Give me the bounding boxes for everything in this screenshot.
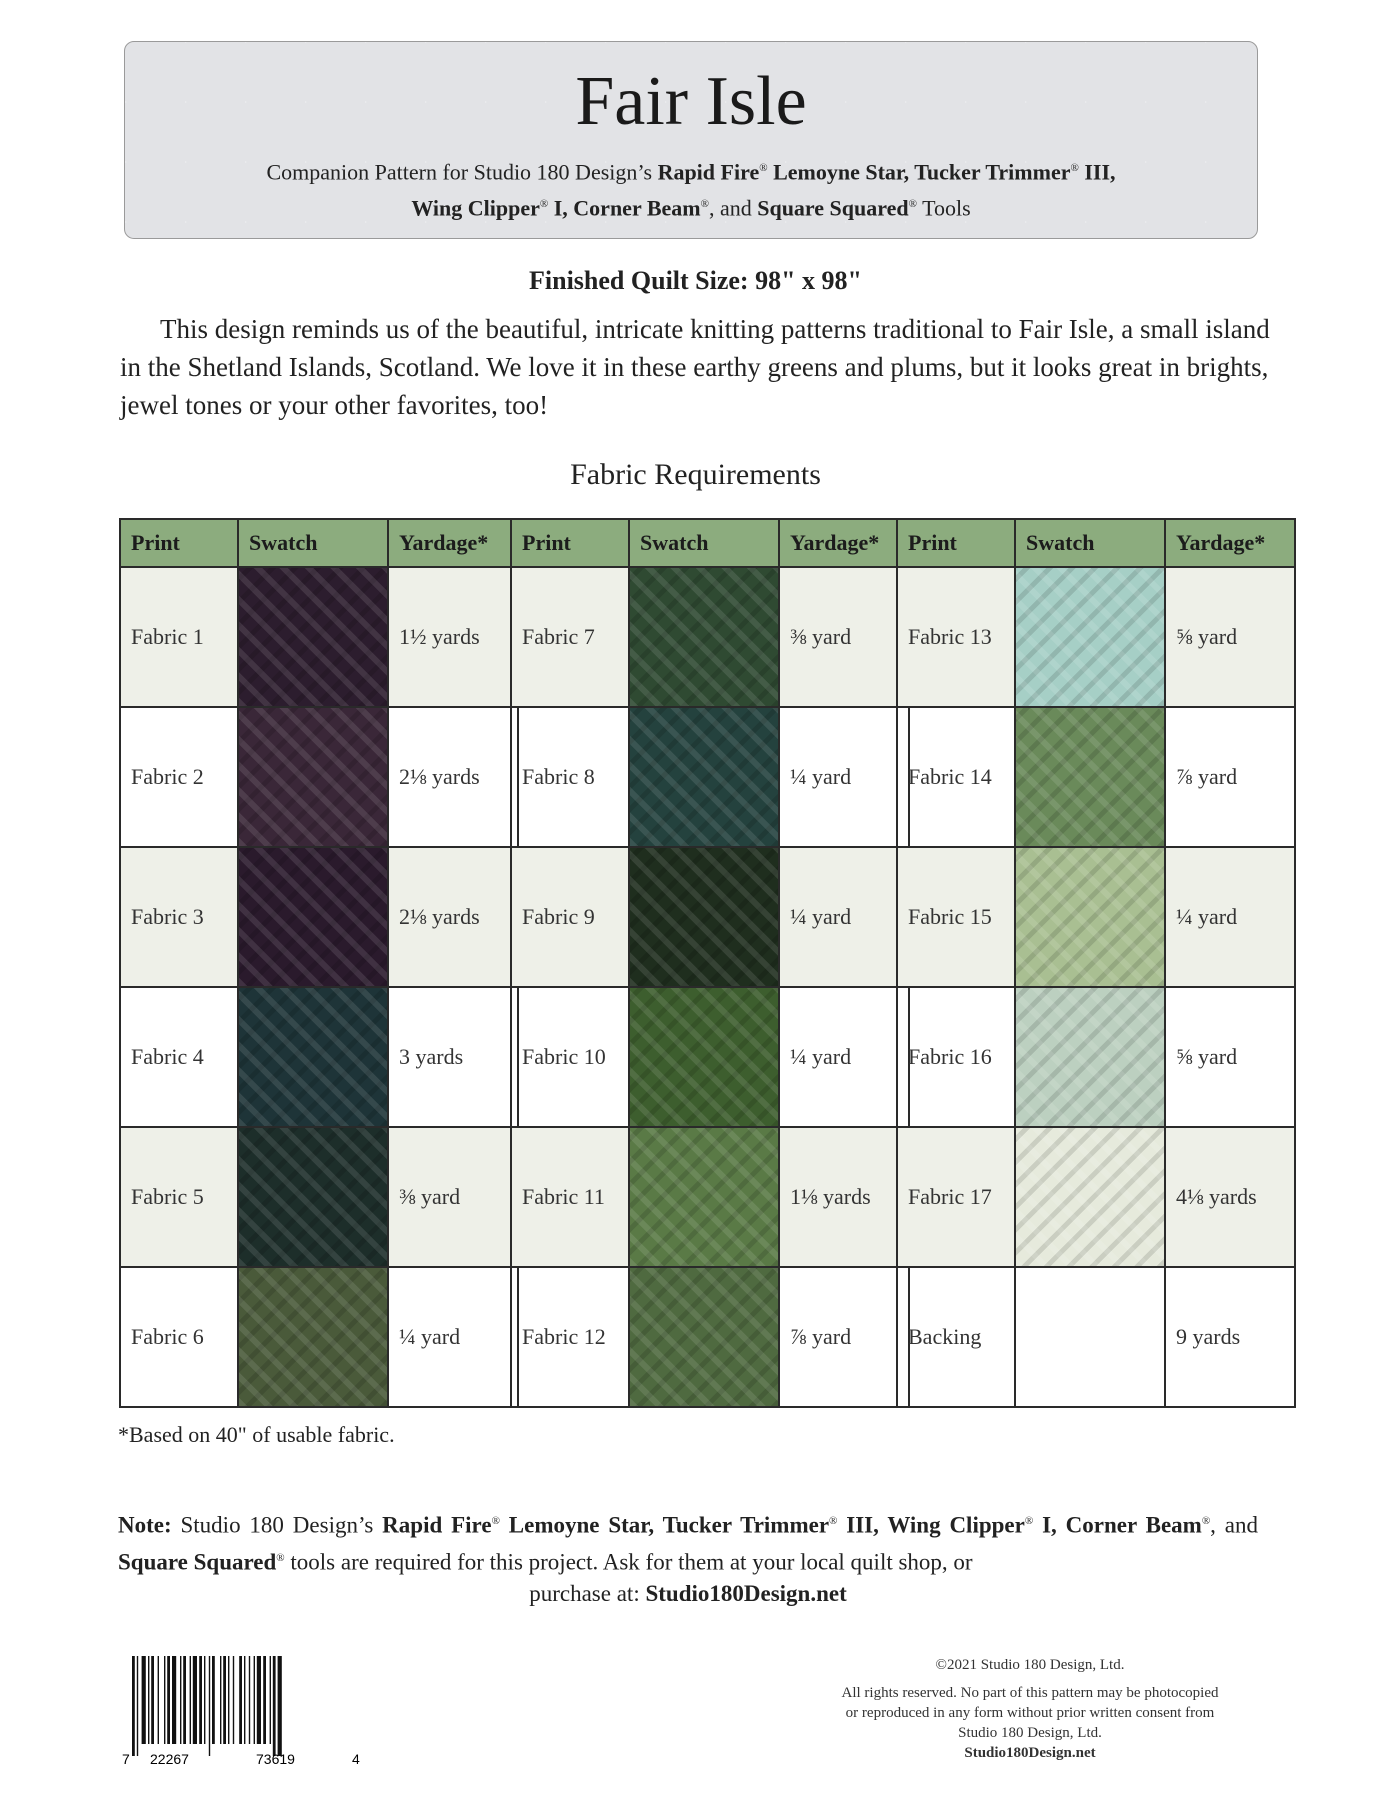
barcode-bar: [148, 1656, 149, 1744]
subtitle-tool: Square Squared: [757, 195, 909, 221]
header-yardage: Yardage*: [388, 519, 518, 567]
copyright-line: All rights reserved. No part of this pattern may be photocopied: [841, 1685, 1219, 1701]
table-row: [897, 707, 1295, 847]
header-print: Print: [511, 519, 629, 567]
table-row: [120, 1267, 518, 1407]
swatch-cell: [629, 1267, 779, 1407]
copyright-line: or reproduced in any form without prior written consent from: [845, 1705, 1215, 1721]
fabric-yardage: 3 yards: [388, 987, 518, 1127]
fabric-yardage: ¼ yard: [388, 1267, 518, 1407]
website-link[interactable]: Studio180Design.net: [645, 1581, 847, 1607]
barcode-bar: [183, 1656, 186, 1744]
swatch-cell: [1015, 987, 1165, 1127]
fabric-yardage: ⅝ yard: [1165, 567, 1295, 707]
fabric-name: Fabric 1: [120, 567, 238, 707]
fabric-name: Fabric 17: [897, 1127, 1015, 1267]
fabric-swatch: [239, 708, 387, 846]
barcode-bar: [273, 1656, 276, 1756]
fabric-name: Fabric 2: [120, 707, 238, 847]
fabric-yardage: ⅞ yard: [779, 1267, 909, 1407]
swatch-cell: [629, 567, 779, 707]
fabric-name: Fabric 5: [120, 1127, 238, 1267]
copyright-website: Studio180Design.net: [964, 1745, 1096, 1761]
barcode-bar: [142, 1656, 146, 1744]
note-tool: Rapid Fire: [382, 1512, 492, 1538]
barcode-bar: [270, 1656, 271, 1744]
note-text: tools are required for this project. Ask for them at your local quilt shop, or: [284, 1549, 973, 1575]
copyright-line: ©2021 Studio 180 Design, Ltd.: [935, 1657, 1125, 1673]
fabric-yardage: ⅜ yard: [779, 567, 909, 707]
subtitle: [125, 152, 1257, 225]
barcode-bar: [263, 1656, 266, 1744]
table-row: [511, 1267, 909, 1407]
note-tool: Lemoyne Star, Tucker Trimmer: [499, 1512, 830, 1538]
copyright-block: [790, 1655, 1270, 1763]
reg-mark: ®: [829, 1515, 838, 1527]
subtitle-text: , and: [708, 195, 758, 221]
swatch-cell: [238, 987, 388, 1127]
note-tool: I, Corner Beam: [1033, 1512, 1202, 1538]
swatch-cell: [238, 1127, 388, 1267]
fabric-name: Fabric 11: [511, 1127, 629, 1267]
swatch-cell: [238, 707, 388, 847]
barcode-bars: [132, 1656, 282, 1756]
barcode-digit-last: 4: [352, 1751, 360, 1766]
swatch-cell: [238, 1267, 388, 1407]
fabric-yardage: ¼ yard: [779, 847, 909, 987]
fabric-yardage: 4⅛ yards: [1165, 1127, 1295, 1267]
barcode-bar: [164, 1656, 165, 1744]
fabric-swatch: [1016, 988, 1164, 1126]
fabric-yardage: 1⅛ yards: [779, 1127, 909, 1267]
footnote: *Based on 40" of usable fabric.: [118, 1422, 395, 1447]
fabric-swatch: [630, 988, 778, 1126]
subtitle-tool: I, Corner Beam: [548, 195, 701, 221]
subtitle-tool: Wing Clipper: [411, 195, 540, 221]
reg-mark: ®: [1070, 162, 1079, 174]
note-tool: III, Wing Clipper: [837, 1512, 1025, 1538]
barcode-bar: [220, 1656, 221, 1744]
swatch-cell: [1015, 567, 1165, 707]
fabric-swatch: [239, 1268, 387, 1406]
header-swatch: Swatch: [238, 519, 388, 567]
table-row: [120, 847, 518, 987]
table-header-row: [511, 519, 909, 567]
header-yardage: Yardage*: [1165, 519, 1295, 567]
subtitle-tool: Lemoyne Star, Tucker Trimmer: [767, 159, 1071, 185]
header-swatch: Swatch: [629, 519, 779, 567]
note-text: purchase at:: [529, 1581, 646, 1607]
fabric-yardage: ⅝ yard: [1165, 987, 1295, 1127]
barcode-digits-right: 73619: [256, 1751, 295, 1766]
fabric-swatch: [1016, 1128, 1164, 1266]
subtitle-text: Tools: [917, 195, 971, 221]
fabric-name: Fabric 10: [511, 987, 629, 1127]
header-print: Print: [897, 519, 1015, 567]
barcode-bar: [151, 1656, 154, 1744]
barcode-bar: [137, 1656, 138, 1756]
swatch-cell: [1015, 1267, 1165, 1407]
barcode-bar: [167, 1656, 170, 1744]
page-title: Fair Isle: [575, 63, 807, 140]
finished-size: Finished Quilt Size: 98" x 98": [529, 266, 862, 295]
swatch-cell: [238, 847, 388, 987]
fabric-yardage: ⅜ yard: [388, 1127, 518, 1267]
fabric-swatch: [630, 1128, 778, 1266]
barcode-bar: [180, 1656, 181, 1744]
fabric-name: Fabric 3: [120, 847, 238, 987]
table-row: [897, 987, 1295, 1127]
fabric-table-2: [510, 518, 910, 1408]
note-text: , and: [1210, 1512, 1258, 1538]
subtitle-tool: III,: [1078, 159, 1116, 185]
barcode-bar: [254, 1656, 255, 1744]
swatch-cell: [629, 707, 779, 847]
requirements-title: Fabric Requirements: [570, 458, 821, 491]
fabric-yardage: 2⅛ yards: [388, 707, 518, 847]
fabric-swatch: [630, 848, 778, 986]
fabric-name: Fabric 8: [511, 707, 629, 847]
table-row: [120, 1127, 518, 1267]
table-row: [511, 567, 909, 707]
fabric-yardage: 1½ yards: [388, 567, 518, 707]
barcode-bar: [239, 1656, 242, 1744]
fabric-swatch: [1016, 848, 1164, 986]
table-row: [120, 707, 518, 847]
fabric-name: Fabric 7: [511, 567, 629, 707]
barcode-bar: [249, 1656, 250, 1744]
fabric-yardage: ¼ yard: [1165, 847, 1295, 987]
barcode-bar: [158, 1656, 159, 1744]
intro-paragraph: This design reminds us of the beautiful, intricate knitting patterns traditional to Fair Isle, a small island in the Shetland Islands, Scotland. We love it in these earthy greens and plums, but it looks great in brights, jewel tones or your other favorites, too!: [120, 314, 1270, 420]
barcode-bar: [223, 1656, 226, 1744]
table-row: [120, 987, 518, 1127]
copyright-line: Studio 180 Design, Ltd.: [958, 1725, 1102, 1741]
barcode-bar: [212, 1656, 215, 1744]
barcode: [122, 1656, 362, 1766]
barcode-bar: [244, 1656, 245, 1744]
reg-mark: ®: [908, 198, 917, 211]
barcode-bar: [278, 1656, 282, 1756]
barcode-bar: [233, 1656, 234, 1744]
barcode-bar: [193, 1656, 197, 1744]
note-label: Note:: [118, 1512, 172, 1538]
fabric-swatch: [239, 988, 387, 1126]
table-row: [897, 1127, 1295, 1267]
reg-mark: ®: [491, 1515, 500, 1527]
table-row: [511, 847, 909, 987]
table-row: [897, 847, 1295, 987]
fabric-name: Backing: [897, 1267, 1015, 1407]
fabric-name: Fabric 12: [511, 1267, 629, 1407]
table-header-row: [897, 519, 1295, 567]
fabric-swatch: [1016, 708, 1164, 846]
fabric-yardage: 9 yards: [1165, 1267, 1295, 1407]
barcode-digit-first: 7: [122, 1751, 130, 1766]
fabric-swatch: [1016, 568, 1164, 706]
note-purchase-line: [118, 1578, 1258, 1610]
swatch-cell: [1015, 707, 1165, 847]
fabric-swatch: [630, 1268, 778, 1406]
tools-note: [118, 1505, 1258, 1610]
fabric-name: Fabric 13: [897, 567, 1015, 707]
fabric-name: Fabric 4: [120, 987, 238, 1127]
fabric-table-3: [896, 518, 1296, 1408]
table-row: [120, 567, 518, 707]
fabric-swatch: [239, 1128, 387, 1266]
reg-mark: ®: [539, 198, 549, 211]
reg-mark: ®: [1024, 1515, 1034, 1527]
fabric-swatch: [239, 848, 387, 986]
reg-mark: ®: [1201, 1515, 1211, 1527]
barcode-bar: [209, 1656, 210, 1756]
swatch-cell: [1015, 1127, 1165, 1267]
table-header-row: [120, 519, 518, 567]
fabric-table-1: [119, 518, 519, 1408]
reg-mark: ®: [276, 1551, 285, 1564]
header-banner: [124, 41, 1258, 239]
fabric-name: Fabric 14: [897, 707, 1015, 847]
table-row: [511, 1127, 909, 1267]
fabric-name: Fabric 15: [897, 847, 1015, 987]
barcode-digits-left: 22267: [150, 1751, 189, 1766]
table-row: [897, 567, 1295, 707]
barcode-bar: [204, 1656, 205, 1744]
swatch-cell: [238, 567, 388, 707]
fabric-swatch: [630, 708, 778, 846]
note-tool: Square Squared: [118, 1549, 277, 1575]
fabric-swatch: [630, 568, 778, 706]
table-row: [897, 1267, 1295, 1407]
fabric-name: Fabric 6: [120, 1267, 238, 1407]
fabric-swatch: [239, 568, 387, 706]
barcode-bar: [172, 1656, 176, 1744]
fabric-name: Fabric 9: [511, 847, 629, 987]
table-row: [511, 987, 909, 1127]
fabric-name: Fabric 16: [897, 987, 1015, 1127]
swatch-cell: [629, 1127, 779, 1267]
header-yardage: Yardage*: [779, 519, 909, 567]
fabric-yardage: ⅞ yard: [1165, 707, 1295, 847]
barcode-bar: [132, 1656, 135, 1756]
header-print: Print: [120, 519, 238, 567]
swatch-cell: [629, 847, 779, 987]
reg-mark: ®: [700, 198, 709, 211]
barcode-bar: [199, 1656, 202, 1744]
barcode-bar: [190, 1656, 191, 1744]
table-row: [511, 707, 909, 847]
note-text: Studio 180 Design’s: [171, 1512, 383, 1538]
fabric-yardage: ¼ yard: [779, 707, 909, 847]
reg-mark: ®: [759, 162, 768, 174]
swatch-cell: [629, 987, 779, 1127]
fabric-yardage: 2⅛ yards: [388, 847, 518, 987]
barcode-bar: [228, 1656, 229, 1744]
fabric-yardage: ¼ yard: [779, 987, 909, 1127]
subtitle-tool: Rapid Fire: [657, 159, 760, 185]
subtitle-text: Companion Pattern for Studio 180 Design’s: [266, 159, 658, 185]
header-swatch: Swatch: [1015, 519, 1165, 567]
barcode-bar: [257, 1656, 261, 1744]
swatch-cell: [1015, 847, 1165, 987]
